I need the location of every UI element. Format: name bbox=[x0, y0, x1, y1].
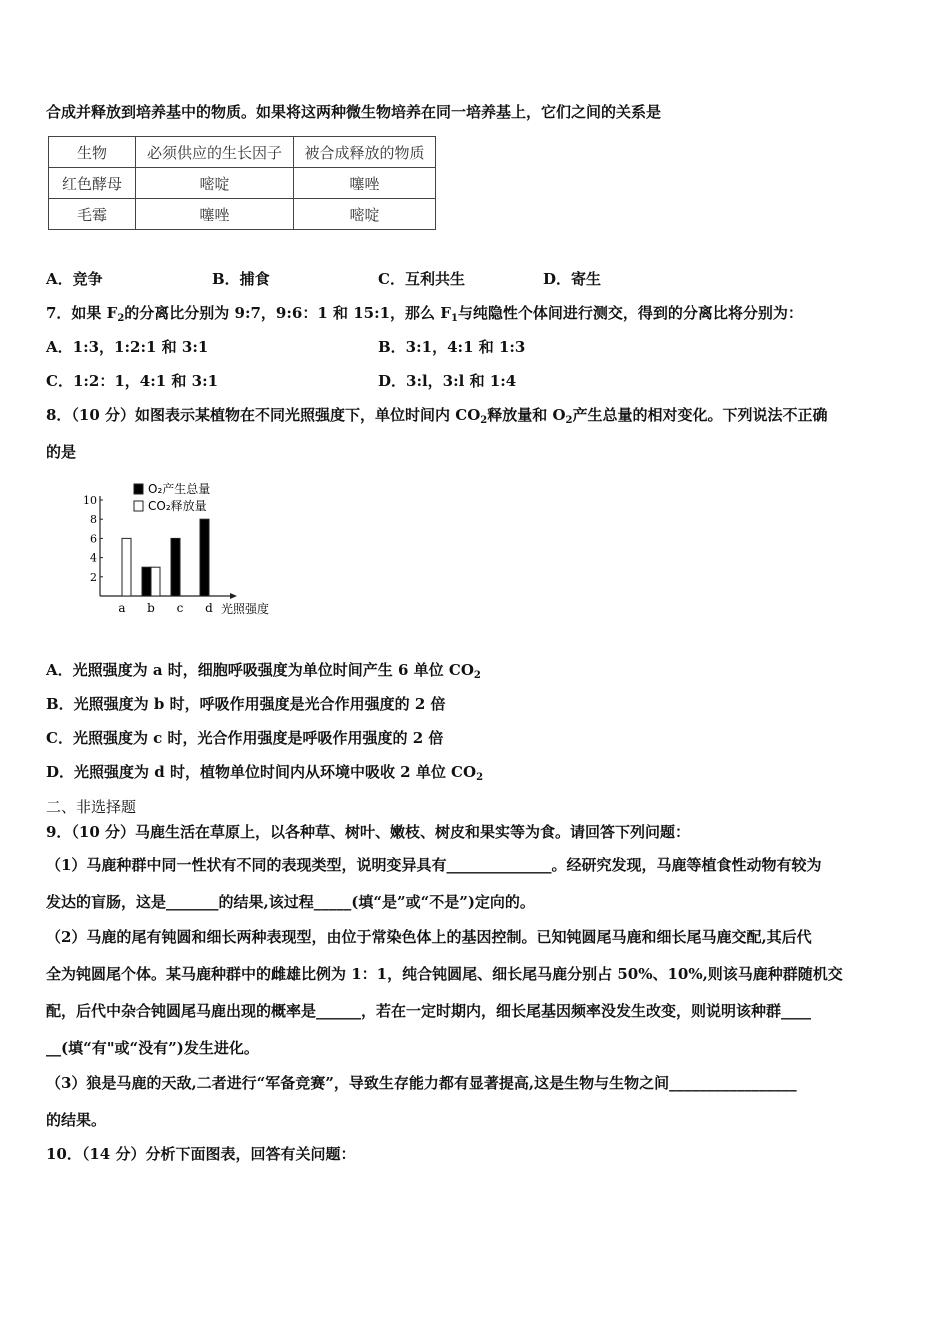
y-tick-label: 2 bbox=[90, 570, 97, 584]
legend-label: CO₂释放量 bbox=[148, 499, 207, 513]
q7-option-a: A．1:3，1:2:1 和 3:1 bbox=[46, 338, 209, 356]
table-cell: 毛霉 bbox=[49, 199, 136, 230]
microbe-table bbox=[48, 136, 436, 230]
q6-option-c: C．互利共生 bbox=[378, 270, 465, 288]
q8-stem: 8．（10 分）如图表示某植物在不同光照强度下，单位时间内 $CO_2$释放量和 $O_2$产生总量的相对变化。下列说法不正确 bbox=[46, 406, 828, 426]
y-tick-label: 8 bbox=[90, 513, 97, 527]
q10-stem: 10．（14 分）分析下面图表，回答有关问题： bbox=[46, 1145, 356, 1163]
intro-line: 合成并释放到培养基中的物质。如果将这两种微生物培养在同一培养基上，它们之间的关系是 bbox=[46, 103, 662, 121]
q9-line: （2）马鹿的尾有钝圆和细长两种表现型，由位于常染色体上的基因控制。已知钝圆尾马鹿和细长尾马鹿交配,其后代 bbox=[46, 928, 812, 946]
q9-line: 的结果。 bbox=[46, 1111, 107, 1129]
bar-b-o2 bbox=[142, 567, 151, 596]
q6-option-d: D．寄生 bbox=[543, 270, 602, 288]
y-tick-label: 4 bbox=[90, 551, 97, 565]
q9-line: 配，后代中杂合钝圆尾马鹿出现的概率是______，若在一定时期内，细长尾基因频率没发生改变，则说明该种群____ bbox=[46, 1002, 812, 1020]
q9-line: 9．（10 分）马鹿生活在草原上，以各种草、树叶、嫩枝、树皮和果实等为食。请回答下列问题： bbox=[46, 823, 691, 841]
y-tick-label: 6 bbox=[90, 532, 97, 546]
q7-option-d: D．3:l，3:l 和 1:4 bbox=[378, 372, 517, 390]
q9-line: 发达的盲肠，这是_______的结果,该过程_____(填“是”或“不是”)定向的。 bbox=[46, 893, 535, 911]
legend-swatch bbox=[134, 484, 143, 494]
y-tick-label: 10 bbox=[83, 494, 97, 507]
bar-a-co2 bbox=[122, 538, 131, 596]
table-cell: 噻唑 bbox=[136, 199, 294, 230]
table-header-cell: 生物 bbox=[49, 137, 136, 168]
table-cell: 嘧啶 bbox=[294, 199, 436, 230]
x-axis-arrow bbox=[230, 593, 237, 599]
q7-option-b: B．3:1，4:1 和 1:3 bbox=[378, 338, 526, 356]
q8-option-a: A．光照强度为 a 时，细胞呼吸强度为单位时间产生 6 单位 $CO_2$ bbox=[46, 661, 481, 681]
x-tick-label: a bbox=[118, 601, 126, 615]
x-tick-label: d bbox=[205, 601, 213, 615]
q8-option-c: C．光照强度为 c 时，光合作用强度是呼吸作用强度的 2 倍 bbox=[46, 729, 444, 747]
q9-line: __(填“有"或“没有”)发生进化。 bbox=[46, 1039, 259, 1057]
x-tick-label: c bbox=[176, 601, 184, 615]
x-axis-label: 光照强度 bbox=[221, 602, 270, 616]
q9-line: （1）马鹿种群中同一性状有不同的表现类型，说明变异具有______________。经研究发现，马鹿等植食性动物有较为 bbox=[46, 856, 822, 874]
table-header-cell: 被合成释放的物质 bbox=[294, 137, 436, 168]
q7-option-c: C．1:2：1，4:1 和 3:1 bbox=[46, 372, 219, 390]
legend-label: O₂产生总量 bbox=[148, 482, 211, 496]
bar-b-co2 bbox=[151, 567, 160, 596]
table-header-row bbox=[49, 137, 436, 168]
q7-stem: 7．如果 $F_2$的分离比分别为 9:7，9:6：1 和 15:1，那么 $F_1$与纯隐性个体间进行测交，得到的分离比将分别为： bbox=[46, 304, 803, 324]
x-tick-label: b bbox=[147, 601, 155, 615]
bar-chart bbox=[80, 478, 290, 628]
table-cell: 噻唑 bbox=[294, 168, 436, 199]
table-row bbox=[49, 168, 436, 199]
q9-line: （3）狼是马鹿的天敌,二者进行“军备竞赛”，导致生存能力都有显著提高,这是生物与生物之间_________________ bbox=[46, 1074, 797, 1092]
table-row bbox=[49, 199, 436, 230]
section-title: 二、非选择题 bbox=[46, 798, 137, 816]
q8-stem-cont: 的是 bbox=[46, 443, 77, 461]
q8-option-b: B．光照强度为 b 时，呼吸作用强度是光合作用强度的 2 倍 bbox=[46, 695, 446, 713]
q9-line: 全为钝圆尾个体。某马鹿种群中的雌雄比例为 1：1，纯合钝圆尾、细长尾马鹿分别占 50%、10%,则该马鹿种群随机交 bbox=[46, 965, 843, 983]
q6-option-a: A．竞争 bbox=[46, 270, 103, 288]
table-cell: 红色酵母 bbox=[49, 168, 136, 199]
bar-d-o2 bbox=[200, 519, 209, 596]
table-header-cell: 必须供应的生长因子 bbox=[136, 137, 294, 168]
q6-option-b: B．捕食 bbox=[212, 270, 270, 288]
q8-option-d: D．光照强度为 d 时，植物单位时间内从环境中吸收 2 单位 $CO_2$ bbox=[46, 763, 484, 783]
bar-c-o2 bbox=[171, 538, 180, 596]
legend-swatch bbox=[134, 501, 143, 511]
table-cell: 嘧啶 bbox=[136, 168, 294, 199]
